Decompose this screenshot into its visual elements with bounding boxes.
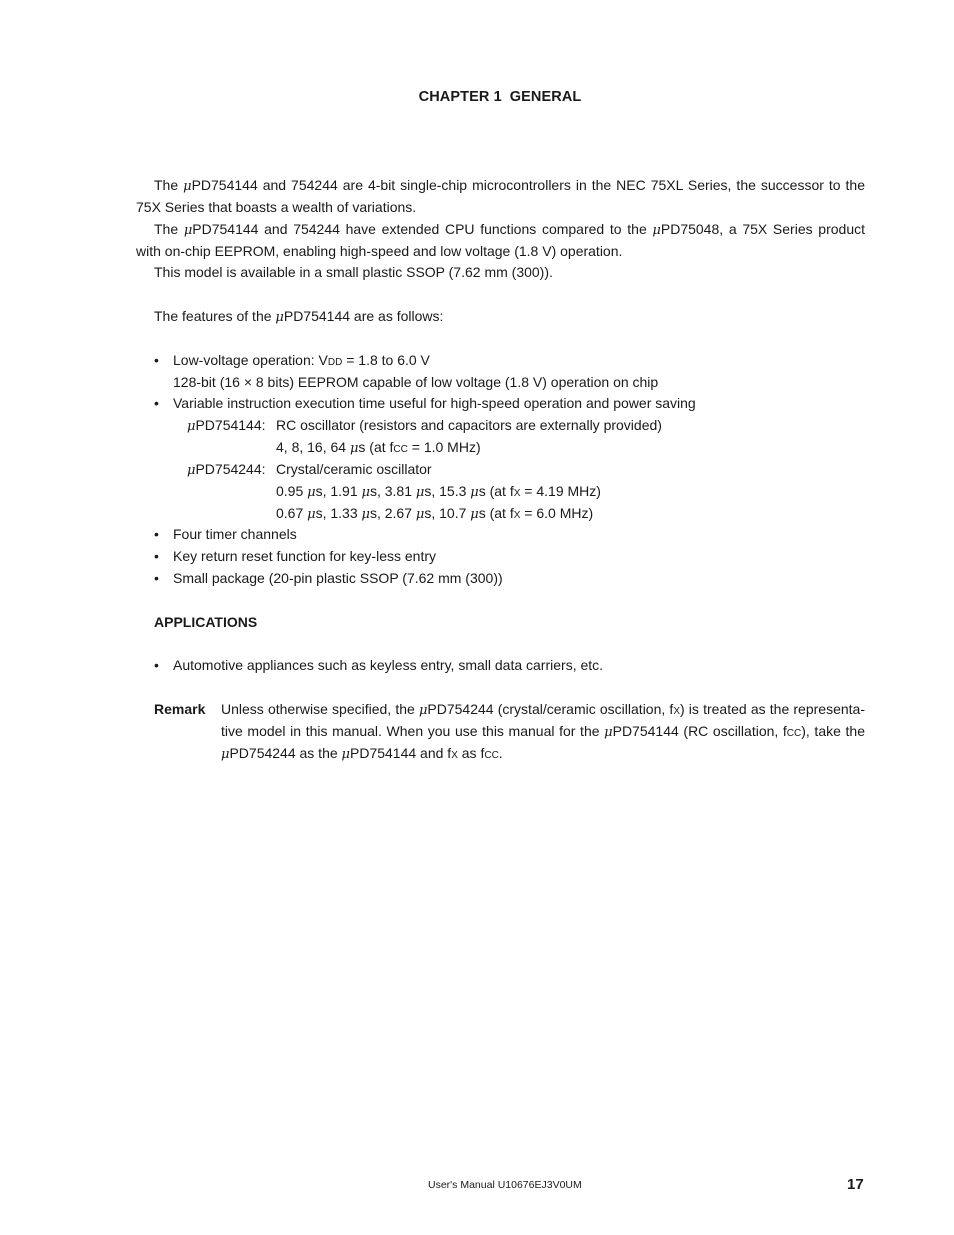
bullet: • bbox=[154, 352, 159, 368]
features-intro: The features of the μPD754144 are as follows: bbox=[154, 308, 444, 325]
intro-paragraph-2-line-2: with on-chip EEPROM, enabling high-speed and low voltage (1.8 V) operation. bbox=[136, 243, 623, 259]
page-number: 17 bbox=[847, 1176, 864, 1193]
feature-low-voltage: Low-voltage operation: VDD = 1.8 to 6.0 V bbox=[173, 352, 430, 368]
chapter-label: CHAPTER 1 bbox=[418, 89, 502, 105]
chapter-title: GENERAL bbox=[509, 89, 582, 105]
bullet: • bbox=[154, 395, 159, 411]
model-754144-times: 4, 8, 16, 64 μs (at fCC = 1.0 MHz) bbox=[276, 439, 481, 456]
footer-manual-id: User's Manual U10676EJ3V0UM bbox=[428, 1179, 582, 1191]
intro-paragraph-2-line-1: The μPD754144 and 754244 have extended CPU functions compared to the μPD75048, a 75X Series product bbox=[154, 221, 865, 238]
feature-instruction-time: Variable instruction execution time useful for high-speed operation and power saving bbox=[173, 395, 696, 411]
bullet: • bbox=[154, 657, 159, 673]
model-754244-times-1: 0.95 μs, 1.91 μs, 3.81 μs, 15.3 μs (at fX = 4.19 MHz) bbox=[276, 483, 601, 500]
remark-line-2: tive model in this manual. When you use this manual for the μPD754144 (RC oscillation, fCC), take the bbox=[221, 723, 865, 740]
intro-paragraph-1-line-1: The μPD754144 and 754244 are 4-bit single-chip microcontrollers in the NEC 75XL Series, the successor to the bbox=[154, 177, 865, 194]
model-754244-desc: Crystal/ceramic oscillator bbox=[276, 461, 432, 477]
chapter-heading bbox=[0, 89, 954, 105]
feature-timers: Four timer channels bbox=[173, 526, 297, 542]
model-754144-label: μPD754144: bbox=[187, 417, 266, 434]
feature-package: Small package (20-pin plastic SSOP (7.62 mm (300)) bbox=[173, 570, 503, 586]
intro-paragraph-1-line-2: 75X Series that boasts a wealth of variations. bbox=[136, 199, 417, 215]
applications-heading: APPLICATIONS bbox=[154, 614, 258, 630]
bullet: • bbox=[154, 548, 159, 564]
remark-label: Remark bbox=[154, 701, 206, 717]
model-754244-times-2: 0.67 μs, 1.33 μs, 2.67 μs, 10.7 μs (at fX = 6.0 MHz) bbox=[276, 505, 594, 522]
remark-line-3: μPD754244 as the μPD754144 and fX as fCC. bbox=[221, 745, 503, 762]
feature-eeprom: 128-bit (16 × 8 bits) EEPROM capable of low voltage (1.8 V) operation on chip bbox=[173, 374, 659, 390]
model-754244-label: μPD754244: bbox=[187, 461, 266, 478]
intro-paragraph-3: This model is available in a small plastic SSOP (7.62 mm (300)). bbox=[154, 264, 553, 280]
feature-key-return: Key return reset function for key-less entry bbox=[173, 548, 436, 564]
bullet: • bbox=[154, 570, 159, 586]
remark-line-1: Unless otherwise specified, the μPD754244 (crystal/ceramic oscillation, fX) is treated as the representa- bbox=[221, 701, 865, 718]
model-754144-desc: RC oscillator (resistors and capacitors are externally provided) bbox=[276, 417, 662, 433]
applications-item: Automotive appliances such as keyless entry, small data carriers, etc. bbox=[173, 657, 604, 673]
bullet: • bbox=[154, 526, 159, 542]
